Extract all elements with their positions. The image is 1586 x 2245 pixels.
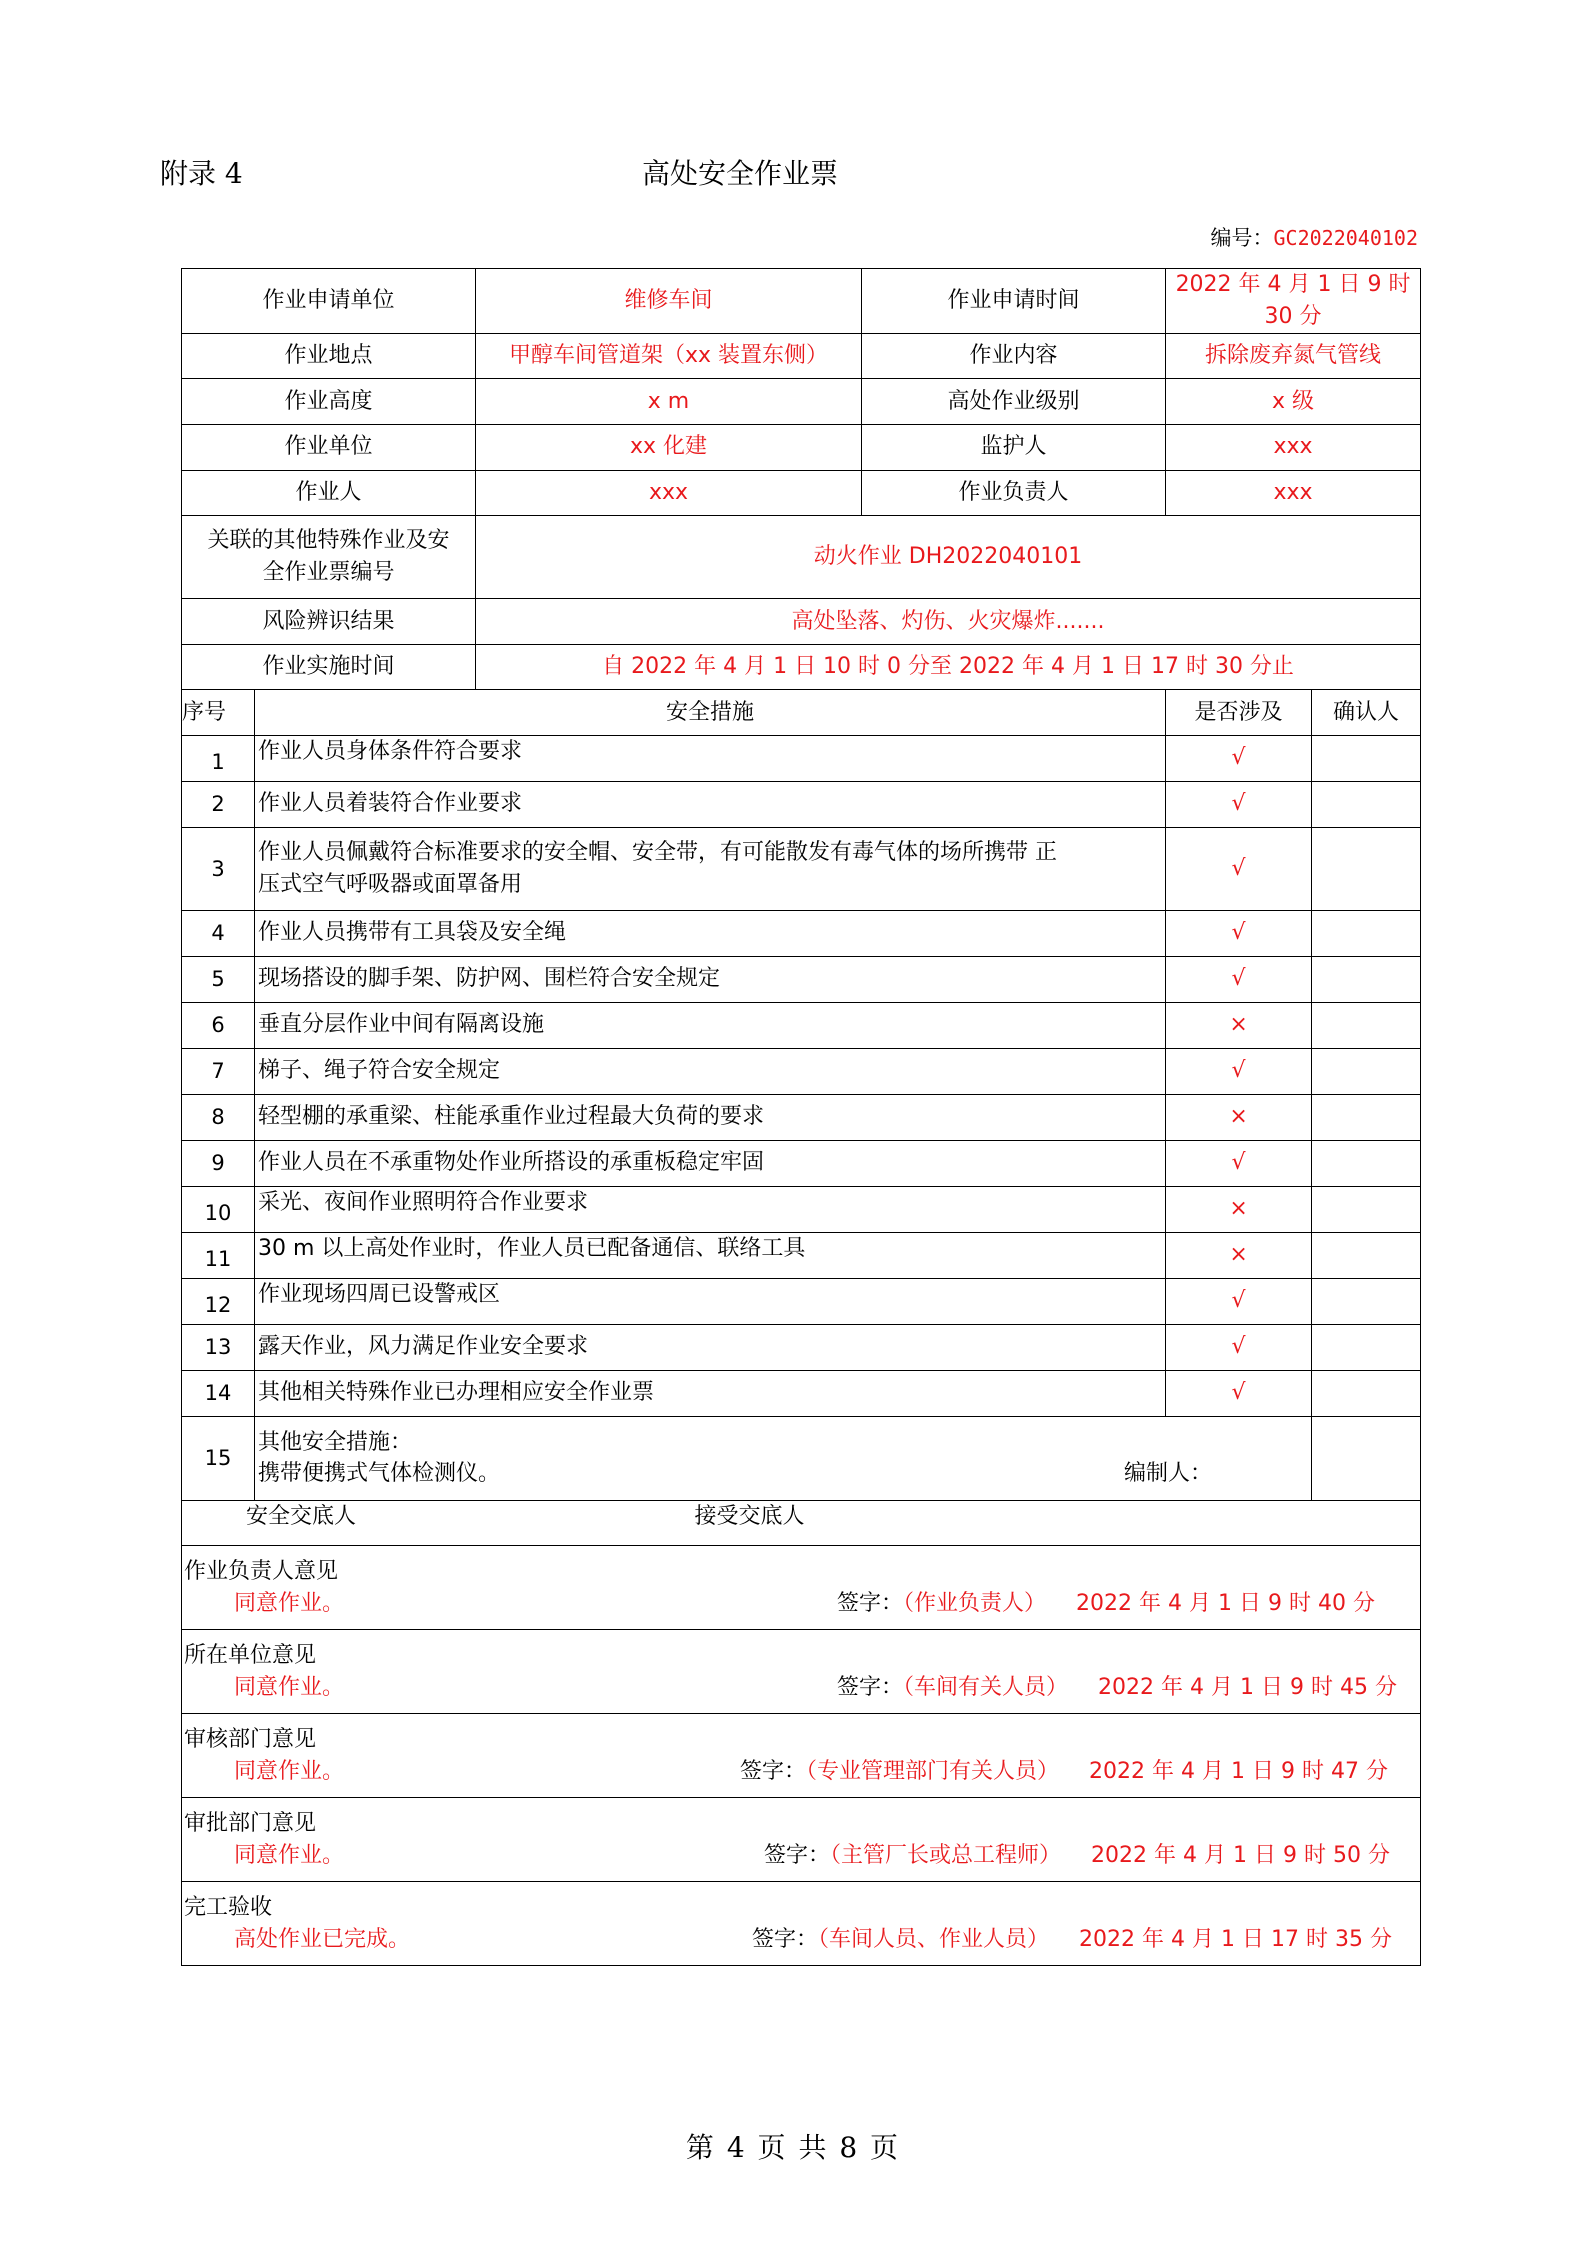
cross-mark: ×	[1166, 1002, 1312, 1048]
measure-no: 13	[182, 1324, 255, 1370]
measure-text: 垂直分层作业中间有隔离设施	[255, 1002, 1166, 1048]
leader-label: 作业负责人	[862, 470, 1166, 516]
opinion-review	[182, 1713, 1421, 1797]
work-permit-table	[181, 268, 1421, 1966]
check-mark: √	[1166, 910, 1312, 956]
sign-time: 2022 年 4 月 1 日 17 时 35 分	[1079, 1926, 1392, 1952]
col-confirm-header: 确认人	[1312, 690, 1421, 736]
confirm-cell	[1312, 956, 1421, 1002]
confirm-cell	[1312, 1324, 1421, 1370]
opinion-text: 同意作业。	[234, 1758, 345, 1784]
check-mark: √	[1166, 1048, 1312, 1094]
content-value: 拆除废弃氮气管线	[1166, 333, 1421, 379]
opinion-label: 审核部门意见	[184, 1726, 317, 1752]
measure-text-line2: 压式空气呼吸器或面罩备用	[258, 871, 523, 897]
period-value: 自 2022 年 4 月 1 日 10 时 0 分至 2022 年 4 月 1 日 17 时 30 分止	[476, 644, 1421, 690]
cross-mark: ×	[1166, 1186, 1312, 1232]
cross-mark: ×	[1166, 1094, 1312, 1140]
page-title: 高处安全作业票	[641, 157, 838, 190]
handover-receiver-cell	[694, 1500, 1421, 1545]
sign-label: 签字：	[837, 1674, 904, 1700]
measure-no: 8	[182, 1094, 255, 1140]
apply-time-label: 作业申请时间	[862, 269, 1166, 334]
measure-text: 作业人员携带有工具袋及安全绳	[255, 910, 1166, 956]
opinion-text: 同意作业。	[234, 1842, 345, 1868]
opinion-label: 完工验收	[184, 1894, 273, 1920]
signer: （主管厂长或总工程师）	[830, 1842, 1062, 1868]
sign-label: 签字：	[837, 1590, 904, 1616]
measure-no: 9	[182, 1140, 255, 1186]
signer: （车间人员、作业人员）	[818, 1926, 1050, 1952]
height-value: x m	[476, 379, 862, 425]
confirm-cell	[1312, 1416, 1421, 1500]
author-label: 编制人：	[1124, 1461, 1213, 1487]
check-mark: √	[1166, 735, 1312, 781]
measure-no: 3	[182, 827, 255, 910]
measure-text-line1: 作业人员佩戴符合标准要求的安全帽、安全带，有可能散发有毒气体的场所携带 正	[258, 840, 1057, 866]
confirm-cell	[1312, 735, 1421, 781]
measure-no: 7	[182, 1048, 255, 1094]
measure-text: 轻型棚的承重梁、柱能承重作业过程最大负荷的要求	[255, 1094, 1166, 1140]
opinion-label: 审批部门意见	[184, 1810, 317, 1836]
measure-text	[255, 827, 1166, 910]
related-permit-label-line1: 关联的其他特殊作业及安	[207, 528, 450, 554]
page-footer: 第 4 页 共 8 页	[685, 2131, 901, 2164]
leader-value: xxx	[1166, 470, 1421, 516]
measure-no: 6	[182, 1002, 255, 1048]
opinion-text: 同意作业。	[234, 1590, 345, 1616]
measure-no: 15	[182, 1416, 255, 1500]
worker-label: 作业人	[182, 470, 476, 516]
other-measures-line	[258, 1458, 1308, 1490]
risk-value: 高处坠落、灼伤、火灾爆炸.......	[476, 599, 1421, 645]
col-involved-header: 是否涉及	[1166, 690, 1312, 736]
confirm-cell	[1312, 1094, 1421, 1140]
sign-time: 2022 年 4 月 1 日 9 时 50 分	[1091, 1842, 1390, 1868]
related-permit-label	[182, 516, 476, 599]
check-mark: √	[1166, 1278, 1312, 1324]
level-label: 高处作业级别	[862, 379, 1166, 425]
confirm-cell	[1312, 781, 1421, 827]
opinion-label: 作业负责人意见	[184, 1558, 339, 1584]
apply-time-value: 2022 年 4 月 1 日 9 时 30 分	[1166, 269, 1421, 334]
work-unit-value: xx 化建	[476, 424, 862, 470]
measure-no: 1	[182, 735, 255, 781]
risk-label: 风险辨识结果	[182, 599, 476, 645]
confirm-cell	[1312, 1232, 1421, 1278]
ticket-number-label: 编号：	[1210, 226, 1274, 250]
measure-text: 30 m 以上高处作业时，作业人员已配备通信、联络工具	[255, 1232, 1166, 1278]
related-permit-label-line2: 全作业票编号	[262, 560, 395, 586]
confirm-cell	[1312, 1002, 1421, 1048]
measure-text: 梯子、绳子符合安全规定	[255, 1048, 1166, 1094]
sign-label: 签字：	[764, 1842, 831, 1868]
ticket-number-value: GC2022040102	[1273, 226, 1418, 250]
other-measures-cell	[255, 1416, 1312, 1500]
content-label: 作业内容	[862, 333, 1166, 379]
opinion-text: 同意作业。	[234, 1674, 345, 1700]
measure-text: 作业人员在不承重物处作业所搭设的承重板稳定牢固	[255, 1140, 1166, 1186]
opinion-unit	[182, 1629, 1421, 1713]
signer: （车间有关人员）	[903, 1674, 1069, 1700]
cross-mark: ×	[1166, 1232, 1312, 1278]
handover-receiver-label: 接受交底人	[694, 1503, 805, 1529]
check-mark: √	[1166, 1370, 1312, 1416]
measure-text: 作业人员身体条件符合要求	[255, 735, 1166, 781]
check-mark: √	[1166, 1140, 1312, 1186]
location-value: 甲醇车间管道架（xx 装置东侧）	[476, 333, 862, 379]
confirm-cell	[1312, 1278, 1421, 1324]
confirm-cell	[1312, 827, 1421, 910]
apply-unit-value: 维修车间	[476, 269, 862, 334]
guardian-label: 监护人	[862, 424, 1166, 470]
other-measures-label: 其他安全措施：	[258, 1429, 413, 1455]
col-no-header: 序号	[182, 690, 255, 736]
measure-text: 采光、夜间作业照明符合作业要求	[255, 1186, 1166, 1232]
confirm-cell	[1312, 1186, 1421, 1232]
measure-text: 其他相关特殊作业已办理相应安全作业票	[255, 1370, 1166, 1416]
measure-no: 2	[182, 781, 255, 827]
apply-unit-label: 作业申请单位	[182, 269, 476, 334]
col-measure-header: 安全措施	[255, 690, 1166, 736]
signer: （专业管理部门有关人员）	[806, 1758, 1060, 1784]
measure-no: 11	[182, 1232, 255, 1278]
height-label: 作业高度	[182, 379, 476, 425]
ticket-number	[1211, 222, 1419, 252]
guardian-value: xxx	[1166, 424, 1421, 470]
sign-time: 2022 年 4 月 1 日 9 时 47 分	[1089, 1758, 1388, 1784]
confirm-cell	[1312, 1140, 1421, 1186]
measure-no: 4	[182, 910, 255, 956]
handover-giver-label: 安全交底人	[182, 1500, 862, 1545]
work-unit-label: 作业单位	[182, 424, 476, 470]
measure-no: 14	[182, 1370, 255, 1416]
worker-value: xxx	[476, 470, 862, 516]
measure-no: 10	[182, 1186, 255, 1232]
measure-text: 露天作业，风力满足作业安全要求	[255, 1324, 1166, 1370]
check-mark: √	[1166, 827, 1312, 910]
completion-acceptance	[182, 1881, 1421, 1965]
measure-text: 作业人员着装符合作业要求	[255, 781, 1166, 827]
confirm-cell	[1312, 1370, 1421, 1416]
opinion-text: 高处作业已完成。	[234, 1926, 411, 1952]
measure-no: 12	[182, 1278, 255, 1324]
measure-text: 作业现场四周已设警戒区	[255, 1278, 1166, 1324]
measure-no: 5	[182, 956, 255, 1002]
sign-label: 签字：	[740, 1758, 807, 1784]
opinion-approval	[182, 1797, 1421, 1881]
period-label: 作业实施时间	[182, 644, 476, 690]
opinion-leader	[182, 1545, 1421, 1629]
appendix-label: 附录 4	[160, 157, 243, 190]
sign-time: 2022 年 4 月 1 日 9 时 40 分	[1076, 1590, 1375, 1616]
location-label: 作业地点	[182, 333, 476, 379]
check-mark: √	[1166, 956, 1312, 1002]
confirm-cell	[1312, 1048, 1421, 1094]
check-mark: √	[1166, 1324, 1312, 1370]
level-value: x 级	[1166, 379, 1421, 425]
check-mark: √	[1166, 781, 1312, 827]
sign-time: 2022 年 4 月 1 日 9 时 45 分	[1098, 1674, 1397, 1700]
confirm-cell	[1312, 910, 1421, 956]
other-measures-text: 携带便携式气体检测仪。	[258, 1461, 501, 1487]
measure-text: 现场搭设的脚手架、防护网、围栏符合安全规定	[255, 956, 1166, 1002]
related-permit-value: 动火作业 DH2022040101	[476, 516, 1421, 599]
opinion-label: 所在单位意见	[184, 1642, 317, 1668]
sign-label: 签字：	[752, 1926, 819, 1952]
signer: （作业负责人）	[903, 1590, 1047, 1616]
